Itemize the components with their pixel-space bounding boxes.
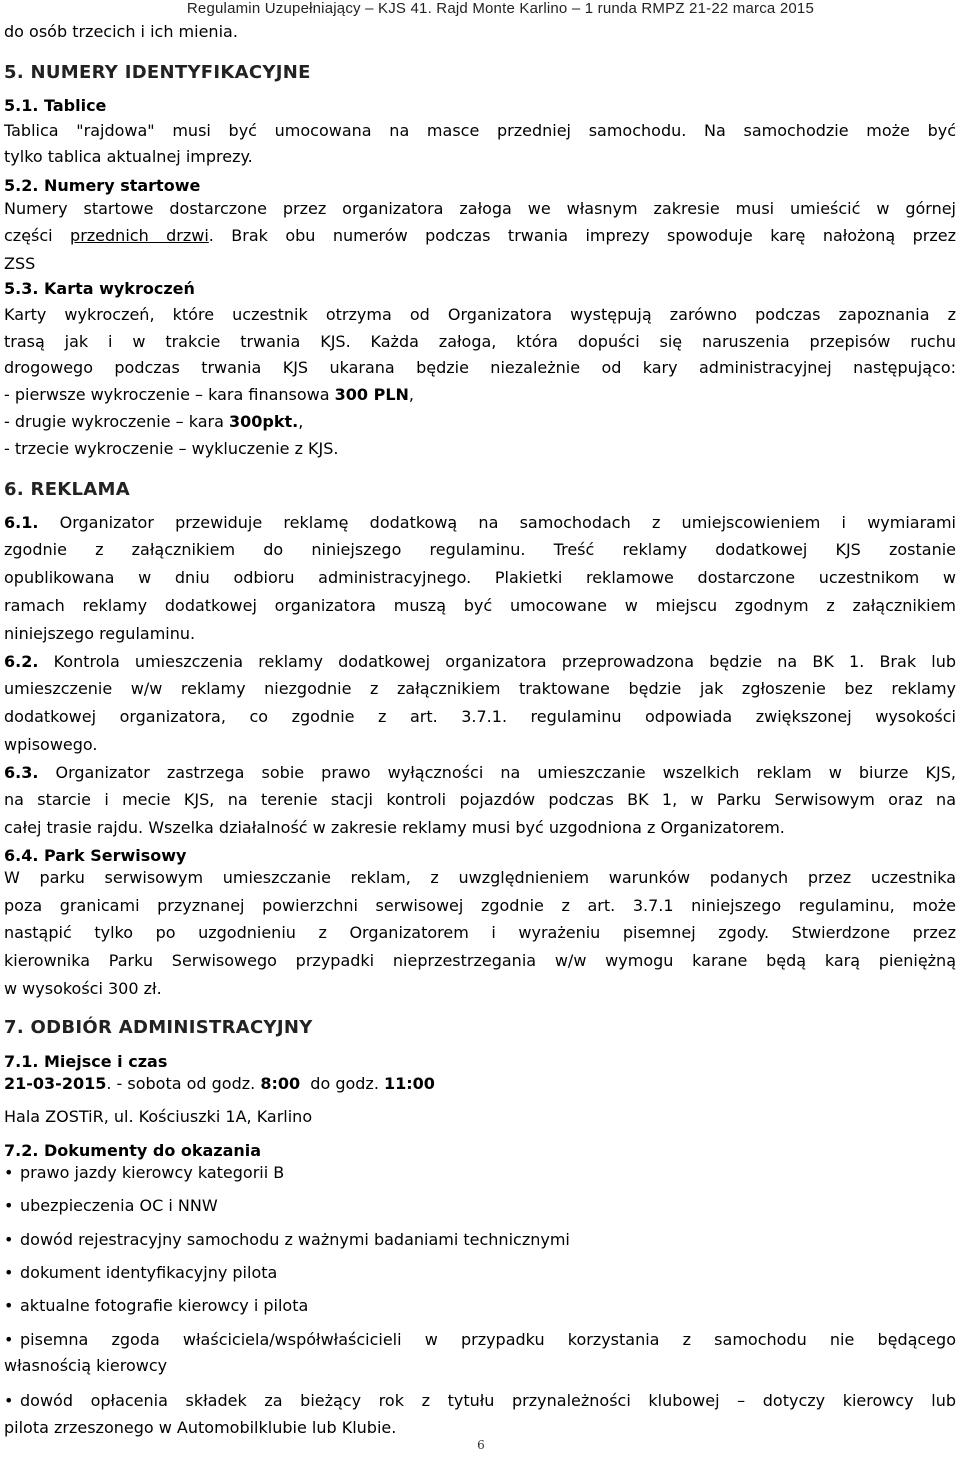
subsection-heading-5-2: 5.2. Numery startowe — [4, 176, 201, 195]
list-item — [4, 1228, 956, 1252]
end-time: 11:00 — [383, 1074, 435, 1093]
bullet-icon: • — [4, 1196, 14, 1215]
text-span: Kontrola umieszczenia reklamy dodatkowej organizatora przeprowadzona będzie na BK 1. Brak lub — [38, 652, 956, 671]
text-line: wpisowego. — [4, 735, 98, 754]
list-item — [4, 1294, 956, 1318]
penalty-points: 300pkt. — [229, 412, 299, 431]
text-line — [4, 511, 956, 535]
list-item — [4, 1194, 956, 1218]
text-span: - drugie wykroczenie – kara — [4, 412, 229, 431]
subsection-heading-7-2: 7.2. Dokumenty do okazania — [4, 1141, 262, 1160]
start-time: 8:00 — [260, 1074, 301, 1093]
subsection-heading-7-1: 7.1. Miejsce i czas — [4, 1052, 168, 1071]
bullet-icon: • — [4, 1296, 14, 1315]
text-line — [4, 224, 956, 248]
list-item-text: dokument identyfikacyjny pilota — [20, 1263, 278, 1282]
list-item-continuation: pilota zrzeszonego w Automobilklubie lub Klubie. — [4, 1418, 397, 1437]
text-line: opublikowana w dniu odbioru administracyjnego. Plakietki reklamowe dostarczone uczestnikom w — [4, 568, 956, 587]
running-header: Regulamin Uzupełniający – KJS 41. Rajd Monte Karlino – 1 runda RMPZ 21-22 marca 2015 — [186, 0, 814, 17]
text-line: poza granicami przyznanej powierzchni serwisowej zgodnie z art. 3.7.1 niniejszego regulaminu, może — [4, 896, 956, 915]
subsection-heading-5-1: 5.1. Tablice — [4, 96, 107, 115]
fine-amount: 300 PLN — [334, 385, 409, 404]
text-line: Tablica "rajdowa" musi być umocowana na masce przedniej samochodu. Na samochodzie może być — [4, 121, 956, 140]
list-item-text: dowód opłacenia składek za bieżący rok z tytułu przynależności klubowej – dotyczy kierowcy lub — [20, 1391, 956, 1410]
text-span: . Brak obu numerów podczas trwania imprezy spowoduje karę nałożoną przez — [208, 226, 957, 245]
section-heading-7: 7. ODBIÓR ADMINISTRACYJNY — [4, 1017, 313, 1038]
text-span: Organizator zastrzega sobie prawo wyłączności na umieszczanie wszelkich reklam w biurze KJS, — [38, 763, 956, 782]
text-line: drogowego podczas trwania KJS ukarana będzie niezależnie od kary administracyjnej następująco: — [4, 358, 956, 377]
list-item-text: aktualne fotografie kierowcy i pilota — [20, 1296, 309, 1315]
text-line: niniejszego regulaminu. — [4, 624, 196, 643]
text-line: dodatkowej organizatora, co zgodnie z art. 3.7.1. regulaminu odpowiada zwiększonej wysokości — [4, 707, 956, 726]
text-line: umieszczenie w/w reklamy niezgodnie z załącznikiem traktowane będzie jak zgłoszenie bez reklamy — [4, 679, 956, 698]
list-line — [4, 383, 956, 407]
venue-address: Hala ZOSTiR, ul. Kościuszki 1A, Karlino — [4, 1107, 313, 1126]
text-span: do godz. — [300, 1074, 384, 1093]
bullet-icon: • — [4, 1330, 14, 1349]
list-line — [4, 410, 956, 434]
text-line: w wysokości 300 zł. — [4, 979, 162, 998]
list-item-text: pisemna zgoda właściciela/współwłaścicieli w przypadku korzystania z samochodu nie będącego — [20, 1330, 956, 1349]
subsection-heading-5-3: 5.3. Karta wykroczeń — [4, 279, 195, 298]
text-line — [4, 650, 956, 674]
clause-number: 6.2. — [4, 652, 39, 671]
text-line: kierownika Parku Serwisowego przypadki nieprzestrzegania w/w wymogu karane będą karą pieniężną — [4, 951, 956, 970]
list-item — [4, 1261, 956, 1285]
text-span: części — [4, 226, 71, 245]
text-line — [4, 761, 956, 785]
underlined-text: przednich drzwi — [70, 226, 209, 245]
text-line: W parku serwisowym umieszczanie reklam, z uwzględnieniem warunków podanych przez uczestnika — [4, 868, 956, 887]
clause-number: 6.1. — [4, 513, 39, 532]
text-line: Karty wykroczeń, które uczestnik otrzyma od Organizatora występują zarówno podczas zapoznania z — [4, 305, 956, 324]
list-item-continuation: własnością kierowcy — [4, 1356, 168, 1375]
subsection-heading-6-4: 6.4. Park Serwisowy — [4, 846, 187, 865]
text-line: ramach reklamy dodatkowej organizatora muszą być umocowane w miejscu zgodnym z załącznikiem — [4, 596, 956, 615]
text-line: trasą jak i w trakcie trwania KJS. Każda załoga, która dopuści się naruszenia przepisów ruchu — [4, 332, 956, 351]
list-item-text: dowód rejestracyjny samochodu z ważnymi badaniami technicznymi — [20, 1230, 570, 1249]
text-line: zgodnie z załącznikiem do niniejszego regulaminu. Treść reklamy dodatkowej KJS zostanie — [4, 540, 956, 559]
text-span: - pierwsze wykroczenie – kara finansowa — [4, 385, 335, 404]
section-heading-5: 5. NUMERY IDENTYFIKACYJNE — [4, 62, 311, 83]
text-line: Numery startowe dostarczone przez organizatora załoga we własnym zakresie musi umieścić w górnej — [4, 199, 956, 218]
bullet-icon: • — [4, 1391, 14, 1410]
clause-number: 6.3. — [4, 763, 39, 782]
bullet-icon: • — [4, 1163, 14, 1182]
text-line: całej trasie rajdu. Wszelka działalność w zakresie reklamy musi być uzgodniona z Organizatorem. — [4, 818, 785, 837]
text-span: , — [408, 385, 415, 404]
text-line: tylko tablica aktualnej imprezy. — [4, 147, 253, 166]
list-item-text: prawo jazdy kierowcy kategorii B — [20, 1163, 285, 1182]
bullet-icon: • — [4, 1230, 14, 1249]
date-time-line — [4, 1072, 956, 1096]
page-number: 6 — [477, 1438, 485, 1452]
text-span: Organizator przewiduje reklamę dodatkową na samochodach z umiejscowieniem i wymiarami — [38, 513, 956, 532]
bullet-icon: • — [4, 1263, 14, 1282]
list-item — [4, 1161, 956, 1185]
event-date: 21-03-2015 — [4, 1074, 107, 1093]
text-span: , — [298, 412, 304, 431]
section-heading-6: 6. REKLAMA — [4, 479, 130, 500]
text-line: ZSS — [4, 254, 36, 273]
list-item — [4, 1389, 956, 1413]
text-line: nastąpić tylko po uzgodnieniu z Organizatorem i wyrażeniu pisemnej zgody. Stwierdzone przez — [4, 923, 956, 942]
text-span: . - sobota od godz. — [106, 1074, 261, 1093]
list-item — [4, 1328, 956, 1352]
text-line: na starcie i mecie KJS, na terenie stacji kontroli pojazdów podczas BK 1, w Parku Serwisowym oraz na — [4, 790, 956, 809]
list-item-text: ubezpieczenia OC i NNW — [20, 1196, 218, 1215]
list-line: - trzecie wykroczenie – wykluczenie z KJS. — [4, 439, 339, 458]
text-line: do osób trzecich i ich mienia. — [4, 22, 238, 41]
